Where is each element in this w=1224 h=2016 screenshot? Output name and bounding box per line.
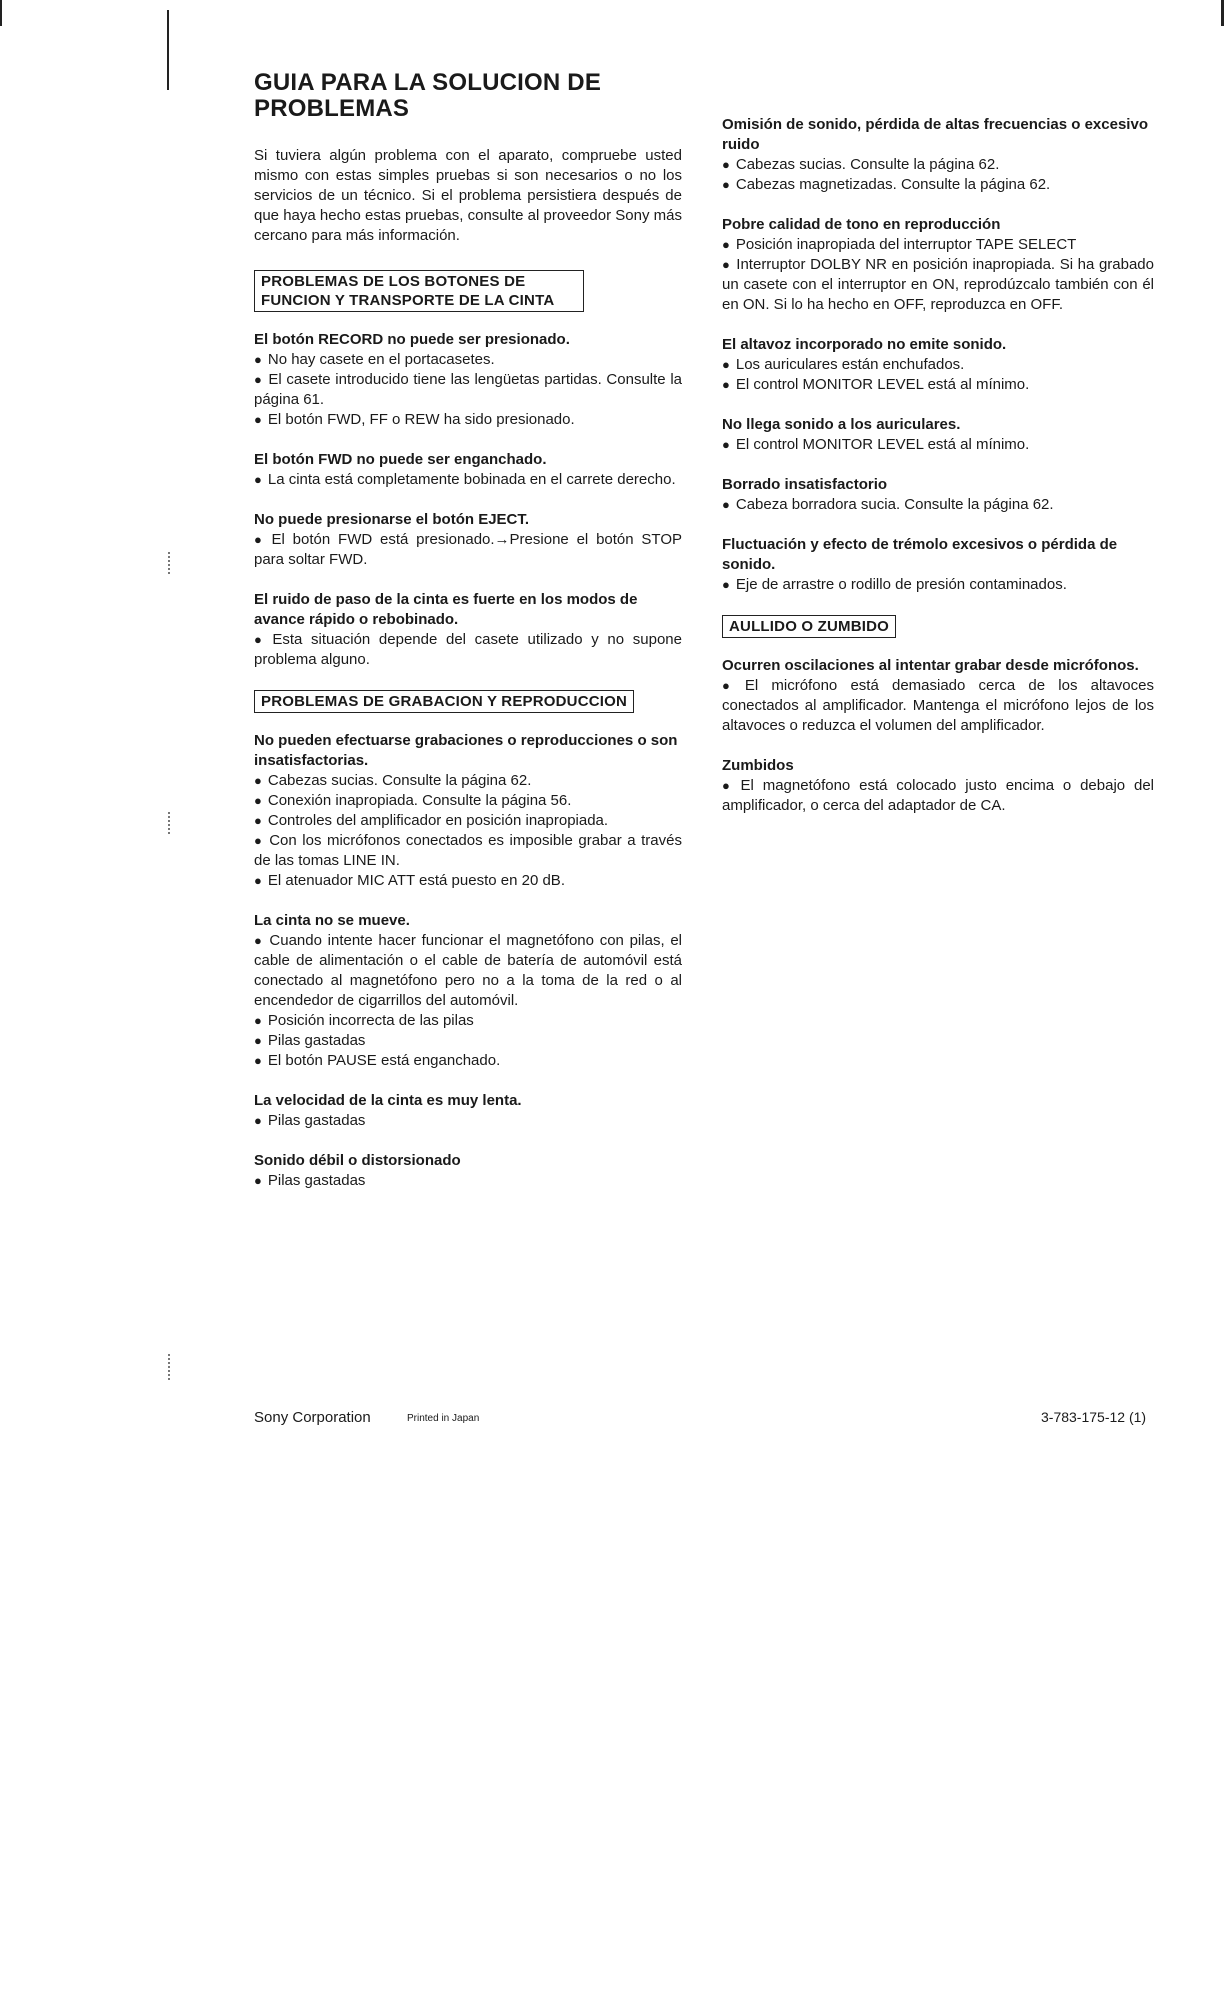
left-groups: [254, 270, 682, 1191]
problem-section: [722, 656, 1154, 736]
binding-dots-3: [168, 1354, 172, 1380]
problem-title: El altavoz incorporado no emite sonido.: [722, 336, 1007, 353]
problem-title: El botón RECORD no puede ser presionado.: [254, 331, 570, 348]
problem-item-text: Cuando intente hacer funcionar el magnetófono con pilas, el cable de alimentación o el cable de batería de automóvil está conectado al magnetófono pero no a la toma de la red o al encendedor de cigarrillos del automóvil.: [254, 932, 682, 1009]
problem-item-text: La cinta está completamente bobinada en el carrete derecho.: [267, 471, 676, 488]
bullet-icon: ●: [254, 1053, 262, 1068]
problem-section: [722, 415, 1154, 455]
problem-item-text: Interruptor DOLBY NR en posición inapropiada. Si ha grabado un casete con el interruptor en ON, reprodúzcalo también con él en ON. Si lo ha hecho en OFF, reproduzca en OFF.: [722, 256, 1154, 313]
problem-section: [722, 335, 1154, 395]
problem-item: [254, 931, 682, 1011]
problem-item: [254, 1011, 682, 1031]
problem-item-text: El botón FWD está presionado.→Presione el botón STOP para soltar FWD.: [254, 531, 682, 568]
bullet-icon: ●: [722, 237, 730, 252]
problem-item: [254, 831, 682, 871]
problem-title: El ruido de paso de la cinta es fuerte en los modos de avance rápido o rebobinado.: [254, 591, 638, 628]
problem-item: [722, 155, 1154, 175]
problem-item-text: Cabezas sucias. Consulte la página 62.: [735, 156, 1000, 173]
problem-item-text: El atenuador MIC ATT está puesto en 20 dB.: [267, 872, 565, 889]
group-heading: PROBLEMAS DE GRABACION Y REPRODUCCION: [254, 690, 634, 713]
problem-section: [722, 215, 1154, 315]
problem-item-text: Pilas gastadas: [267, 1172, 366, 1189]
problem-item: [254, 871, 682, 891]
problem-item-text: El magnetófono está colocado justo encima o debajo del amplificador, o cerca del adaptador de CA.: [722, 777, 1154, 814]
problem-item: [254, 470, 682, 490]
problem-item-text: Pilas gastadas: [267, 1032, 366, 1049]
problem-item: [722, 676, 1154, 736]
problem-title: Borrado insatisfactorio: [722, 476, 888, 493]
bullet-icon: ●: [254, 813, 262, 828]
problem-group: [254, 690, 682, 1191]
scan-edge-left: [0, 0, 2, 26]
problem-section: [722, 475, 1154, 515]
problem-item: [254, 791, 682, 811]
bullet-icon: ●: [254, 1173, 262, 1188]
right-sections: [722, 115, 1154, 595]
problem-item: [254, 530, 682, 570]
problem-section: [254, 330, 682, 430]
right-group: [722, 615, 1154, 816]
problem-title: Fluctuación y efecto de trémolo excesivos o pérdida de sonido.: [722, 536, 1118, 573]
problem-item: [722, 235, 1154, 255]
bullet-icon: ●: [254, 833, 264, 848]
problem-item: [254, 1171, 682, 1191]
problem-title: El botón FWD no puede ser enganchado.: [254, 451, 547, 468]
problem-title: La velocidad de la cinta es muy lenta.: [254, 1092, 522, 1109]
problem-item: [722, 175, 1154, 195]
problem-item: [722, 375, 1154, 395]
bullet-icon: ●: [722, 437, 730, 452]
problem-item: [254, 350, 682, 370]
bullet-icon: ●: [254, 873, 262, 888]
bullet-icon: ●: [254, 632, 267, 647]
bullet-icon: ●: [254, 372, 263, 387]
problem-section: [254, 590, 682, 670]
bullet-icon: ●: [722, 357, 730, 372]
problem-item-text: Cabeza borradora sucia. Consulte la página 62.: [735, 496, 1054, 513]
problem-title: No pueden efectuarse grabaciones o reproducciones o son insatisfactorias.: [254, 732, 678, 769]
problem-item-text: Pilas gastadas: [267, 1112, 366, 1129]
bullet-icon: ●: [254, 1033, 262, 1048]
problem-item: [254, 370, 682, 410]
problem-item-text: Controles del amplificador en posición inapropiada.: [267, 812, 609, 829]
problem-item-text: Con los micrófonos conectados es imposible grabar a través de las tomas LINE IN.: [254, 832, 682, 869]
problem-item: [254, 771, 682, 791]
bullet-icon: ●: [254, 472, 262, 487]
problem-item: [254, 1051, 682, 1071]
problem-title: Zumbidos: [722, 757, 794, 774]
footer-company: Sony Corporation: [254, 1409, 371, 1426]
bullet-icon: ●: [722, 177, 730, 192]
bullet-icon: ●: [722, 157, 730, 172]
problem-item: [722, 776, 1154, 816]
bullet-icon: ●: [254, 933, 264, 948]
bullet-icon: ●: [722, 577, 730, 592]
problem-item: [254, 1031, 682, 1051]
problem-section: [254, 1091, 682, 1131]
bullet-icon: ●: [722, 257, 731, 272]
problem-item-text: Cabezas magnetizadas. Consulte la página 62.: [735, 176, 1051, 193]
bullet-icon: ●: [254, 773, 262, 788]
problem-item-text: No hay casete en el portacasetes.: [267, 351, 495, 368]
problem-item: [722, 495, 1154, 515]
problem-item: [254, 811, 682, 831]
footer-printed: Printed in Japan: [407, 1413, 480, 1424]
problem-section: [722, 535, 1154, 595]
problem-title: La cinta no se mueve.: [254, 912, 410, 929]
bullet-icon: ●: [722, 778, 735, 793]
problem-section: [254, 510, 682, 570]
problem-section: [254, 450, 682, 490]
problem-item-text: Esta situación depende del casete utilizado y no supone problema alguno.: [254, 631, 682, 668]
problem-title: Ocurren oscilaciones al intentar grabar desde micrófonos.: [722, 657, 1139, 674]
problem-group: [254, 270, 682, 670]
problem-title: Omisión de sonido, pérdida de altas frecuencias o excesivo ruido: [722, 116, 1148, 153]
right-column: [722, 115, 1154, 836]
problem-item-text: Conexión inapropiada. Consulte la página 56.: [267, 792, 572, 809]
problem-item-text: El botón PAUSE está enganchado.: [267, 1052, 501, 1069]
problem-item: [722, 255, 1154, 315]
problem-item-text: El botón FWD, FF o REW ha sido presionado.: [267, 411, 575, 428]
problem-section: [254, 1151, 682, 1191]
problem-item: [722, 435, 1154, 455]
problem-item: [722, 575, 1154, 595]
bullet-icon: ●: [254, 352, 262, 367]
problem-title: Pobre calidad de tono en reproducción: [722, 216, 1001, 233]
bullet-icon: ●: [722, 377, 730, 392]
problem-section: [722, 756, 1154, 816]
page-title: GUIA PARA LA SOLUCION DE PROBLEMAS: [254, 69, 602, 122]
footer-code: 3-783-175-12 (1): [1041, 1409, 1147, 1425]
bullet-icon: ●: [254, 1113, 262, 1128]
problem-title: No puede presionarse el botón EJECT.: [254, 511, 530, 528]
group-heading: AULLIDO O ZUMBIDO: [722, 615, 896, 638]
binding-line: [167, 10, 169, 90]
problem-item-text: El micrófono está demasiado cerca de los altavoces conectados al amplificador. Mantenga el micrófono lejos de los altavoces o reduzca el volumen del amplificador.: [722, 677, 1154, 734]
intro-paragraph: Si tuviera algún problema con el aparato, compruebe usted mismo con estas simples pruebas si son necesarios o no los servicios de un técnico. Si el problema persistiera después de que haya hecho estas pruebas, consulte al proveedor Sony más cercano para más información.: [254, 147, 682, 244]
bullet-icon: ●: [254, 412, 262, 427]
problem-item-text: Posición inapropiada del interruptor TAPE SELECT: [735, 236, 1077, 253]
bullet-icon: ●: [722, 678, 739, 693]
problem-item: [722, 355, 1154, 375]
problem-item: [254, 1111, 682, 1131]
problem-item-text: Los auriculares están enchufados.: [735, 356, 965, 373]
group-heading: PROBLEMAS DE LOS BOTONES DE FUNCION Y TRANSPORTE DE LA CINTA: [254, 270, 584, 312]
binding-dots-2: [168, 812, 172, 834]
problem-section: [254, 911, 682, 1071]
problem-item: [254, 410, 682, 430]
problem-item-text: El control MONITOR LEVEL está al mínimo.: [735, 436, 1030, 453]
problem-item: [254, 630, 682, 670]
problem-item-text: El control MONITOR LEVEL está al mínimo.: [735, 376, 1030, 393]
problem-section: [254, 731, 682, 891]
left-column: [254, 70, 682, 1211]
problem-item-text: Cabezas sucias. Consulte la página 62.: [267, 772, 532, 789]
bullet-icon: ●: [254, 532, 266, 547]
problem-title: Sonido débil o distorsionado: [254, 1152, 461, 1169]
binding-dots-1: [168, 552, 172, 574]
problem-item-text: Eje de arrastre o rodillo de presión contaminados.: [735, 576, 1067, 593]
bullet-icon: ●: [254, 793, 262, 808]
problem-item-text: El casete introducido tiene las lengüetas partidas. Consulte la página 61.: [254, 371, 683, 408]
problem-item-text: Posición incorrecta de las pilas: [267, 1012, 474, 1029]
bullet-icon: ●: [722, 497, 730, 512]
problem-title: No llega sonido a los auriculares.: [722, 416, 961, 433]
problem-section: [722, 115, 1154, 195]
bullet-icon: ●: [254, 1013, 262, 1028]
